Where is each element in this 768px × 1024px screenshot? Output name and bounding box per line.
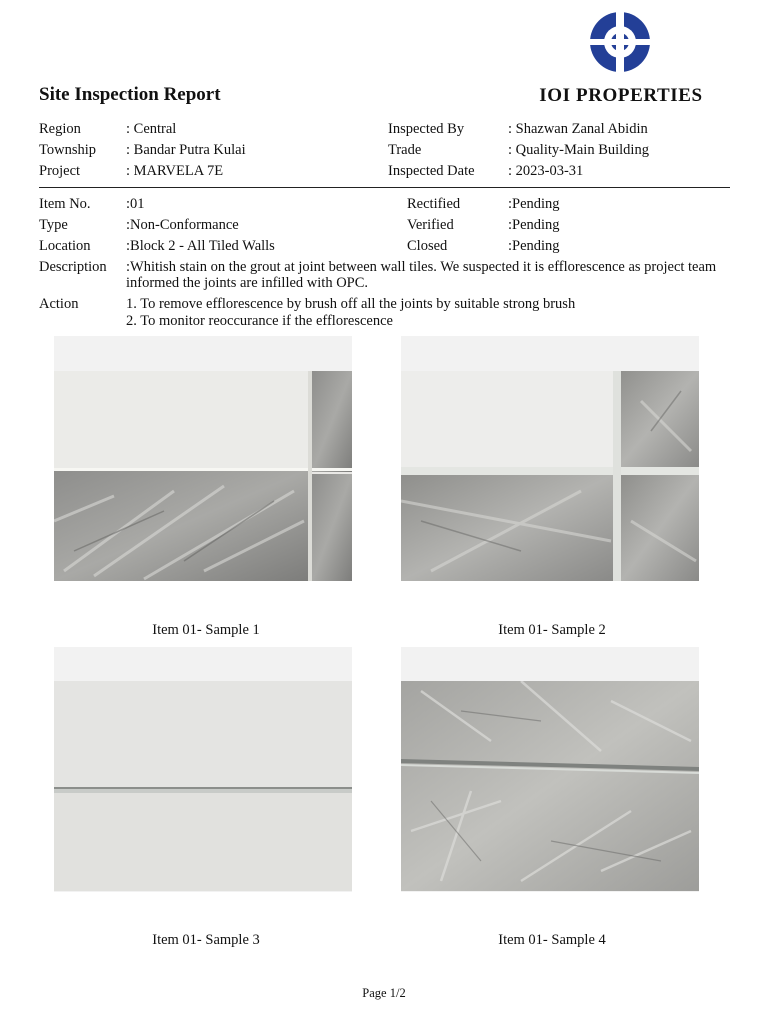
action-line: 2. To monitor reoccurance if the efflorescence [126, 313, 393, 329]
type-label: Type [39, 217, 68, 233]
photo-sample-1 [54, 371, 352, 581]
item-no-label: Item No. [39, 196, 91, 212]
region-label: Region [39, 121, 81, 137]
photo-sample-4 [401, 681, 699, 891]
region-value: : Central [126, 121, 177, 137]
brand-name: IOI PROPERTIES [539, 85, 703, 106]
location-value: :Block 2 - All Tiled Walls [126, 238, 275, 254]
photo-caption: Item 01- Sample 1 [152, 622, 260, 638]
action-list [126, 296, 575, 330]
action-label: Action [39, 296, 79, 312]
inspected-date-label: Inspected Date [388, 163, 475, 179]
page-number: Page 1/2 [362, 986, 406, 1000]
photo-caption: Item 01- Sample 2 [498, 622, 606, 638]
description-value: :Whitish stain on the grout at joint between wall tiles. We suspected it is efflorescence as project team informed the joints are infilled with OPC. [126, 259, 717, 291]
photo-sample-2 [401, 371, 699, 581]
report-title: Site Inspection Report [39, 84, 221, 105]
item-no-value: :01 [126, 196, 145, 212]
closed-label: Closed [407, 238, 448, 254]
location-label: Location [39, 238, 91, 254]
header-divider [39, 187, 730, 188]
verified-label: Verified [407, 217, 454, 233]
inspected-date-value: : 2023-03-31 [508, 163, 584, 179]
township-label: Township [39, 142, 96, 158]
project-value: : MARVELA 7E [126, 163, 224, 179]
rectified-value: :Pending [508, 196, 560, 212]
ioi-logo-icon [588, 10, 652, 74]
description-label: Description [39, 259, 107, 275]
action-line: 1. To remove efflorescence by brush off all the joints by suitable strong brush [126, 296, 576, 312]
photo-sample-3 [54, 681, 352, 891]
project-label: Project [39, 163, 81, 179]
verified-value: :Pending [508, 217, 560, 233]
trade-value: : Quality-Main Building [508, 142, 649, 158]
rectified-label: Rectified [407, 196, 461, 212]
inspected-by-value: : Shazwan Zanal Abidin [508, 121, 648, 137]
photo-caption: Item 01- Sample 3 [152, 932, 260, 948]
photo-caption: Item 01- Sample 4 [498, 932, 606, 948]
inspected-by-label: Inspected By [388, 121, 465, 137]
type-value: :Non-Conformance [126, 217, 239, 233]
company-logo [527, 8, 715, 106]
trade-label: Trade [388, 142, 422, 158]
closed-value: :Pending [508, 238, 560, 254]
township-value: : Bandar Putra Kulai [126, 142, 246, 158]
